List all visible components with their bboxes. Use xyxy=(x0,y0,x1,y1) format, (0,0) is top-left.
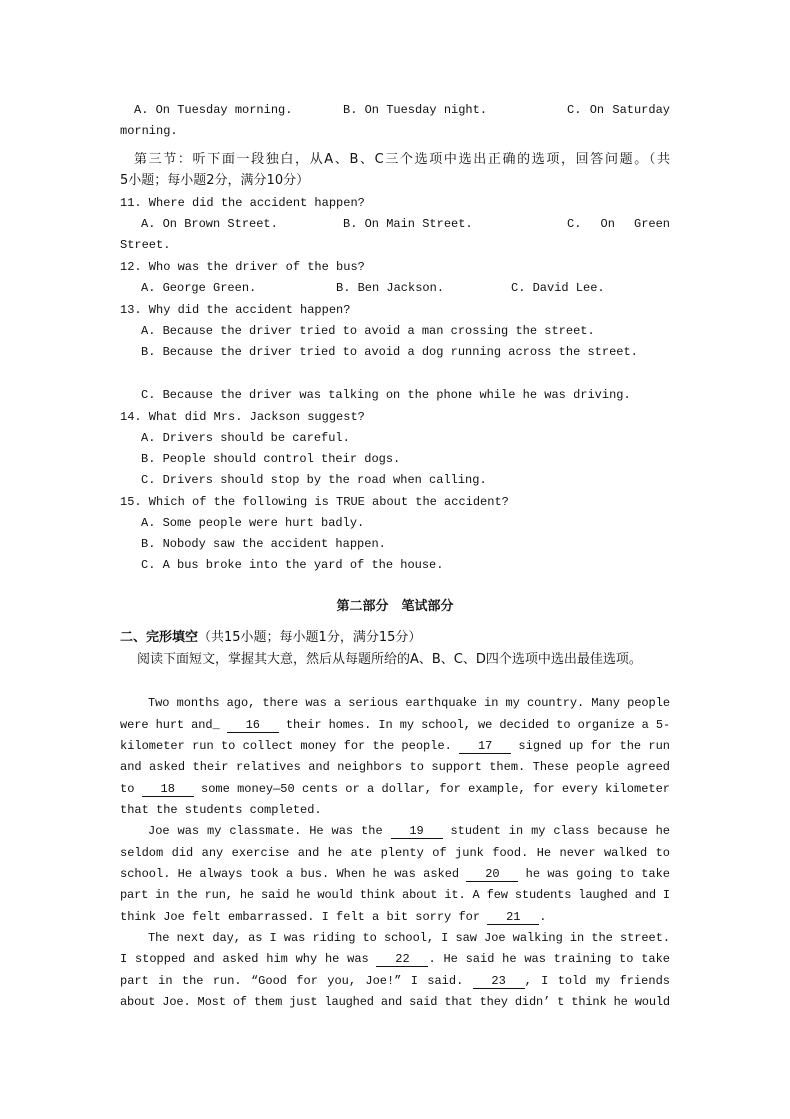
option: B. On Main Street. xyxy=(343,217,473,231)
cloze-blank: 22 xyxy=(376,953,428,967)
passage-text: signed up for the run xyxy=(511,739,670,753)
cloze-heading-bold: 二、完形填空 xyxy=(120,630,199,645)
question: 14. What did Mrs. Jackson suggest? xyxy=(120,410,365,424)
passage-text: some money—50 cents or a dollar, for example, for every kilometer xyxy=(193,782,670,796)
section-heading: 5小题；每小题2分，满分10分） xyxy=(120,173,310,188)
passage-text: I stopped and asked him why he was xyxy=(120,952,377,966)
cloze-blank: 18 xyxy=(142,783,194,797)
option: C. Drivers should stop by the road when calling. xyxy=(141,473,487,487)
option: A. Some people were hurt badly. xyxy=(141,516,365,530)
cloze-blank: 21 xyxy=(487,911,539,925)
option: B. Ben Jackson. xyxy=(336,281,445,295)
passage-line xyxy=(148,823,670,839)
option: C. Because the driver was talking on the phone while he was driving. xyxy=(141,388,631,402)
question: 13. Why did the accident happen? xyxy=(120,303,351,317)
passage-text: seldom did any exercise and he ate plenty of junk food. He never walked to xyxy=(120,846,670,860)
passage-line xyxy=(120,802,322,818)
passage-line xyxy=(120,994,670,1010)
passage-text: think Joe felt embarrassed. I felt a bit sorry for xyxy=(120,910,488,924)
passage-text: The next day, as I was riding to school, I saw Joe walking in the street. xyxy=(148,931,670,945)
passage-text: , I told my friends xyxy=(524,974,670,988)
passage-text: school. He always took a bus. When he was asked xyxy=(120,867,467,881)
passage-text: part in the run, he said he would think about it. A few students laughed and I xyxy=(120,888,670,902)
passage-text: . He said he was training to take xyxy=(428,952,671,966)
passage-line xyxy=(120,759,670,775)
question: 15. Which of the following is TRUE about the accident? xyxy=(120,495,509,509)
passage-text: their homes. In my school, we decided to organize a 5- xyxy=(278,718,671,732)
passage-text: and asked their relatives and neighbors to support them. These people agreed xyxy=(120,760,670,774)
passage-text: were hurt and_ xyxy=(120,718,227,732)
option: A. George Green. xyxy=(141,281,257,295)
passage-line xyxy=(120,738,670,754)
cloze-blank: 19 xyxy=(391,825,443,839)
option: A. Because the driver tried to avoid a man crossing the street. xyxy=(141,324,595,338)
passage-line xyxy=(148,695,670,711)
passage-line xyxy=(148,930,670,946)
passage-text: about Joe. Most of them just laughed and said that they didn’ t think he would xyxy=(120,995,670,1009)
option: C. David Lee. xyxy=(511,281,605,295)
cloze-instruction: 阅读下面短文，掌握其大意，然后从每题所给的A、B、C、D四个选项中选出最佳选项。 xyxy=(137,652,642,667)
cloze-heading-score: （共15小题；每小题1分，满分15分） xyxy=(198,630,422,645)
cloze-blank: 16 xyxy=(227,719,279,733)
option: C. On Saturday xyxy=(567,103,670,117)
option: B. On Tuesday night. xyxy=(343,103,488,117)
cloze-blank: 20 xyxy=(466,868,518,882)
passage-text: to xyxy=(120,782,142,796)
passage-text: he was going to take xyxy=(518,867,671,881)
passage-line xyxy=(120,887,670,903)
passage-line xyxy=(120,951,670,967)
passage-line xyxy=(120,845,670,861)
section-heading: 第三节：听下面一段独白，从A、B、C三个选项中选出正确的选项，回答问题。（共 xyxy=(134,152,672,167)
question: 12. Who was the driver of the bus? xyxy=(120,260,365,274)
part-title: 第二部分 笔试部分 xyxy=(336,599,454,614)
option-wrap: morning. xyxy=(120,124,178,138)
passage-line xyxy=(120,781,670,797)
option: B. People should control their dogs. xyxy=(141,452,401,466)
option: C. A bus broke into the yard of the house. xyxy=(141,558,444,572)
passage-line xyxy=(120,973,670,989)
option: A. On Tuesday morning. xyxy=(134,103,293,117)
passage-text: kilometer run to collect money for the people. xyxy=(120,739,460,753)
cloze-heading xyxy=(120,630,421,646)
question: 11. Where did the accident happen? xyxy=(120,196,365,210)
cloze-blank: 17 xyxy=(459,740,511,754)
passage-line xyxy=(120,909,546,925)
passage-text: . xyxy=(539,910,547,924)
passage-line xyxy=(120,717,670,733)
option: B. Because the driver tried to avoid a dog running across the street. xyxy=(141,345,638,359)
passage-text: that the students completed. xyxy=(120,803,322,817)
passage-text: Two months ago, there was a serious earthquake in my country. Many people xyxy=(148,696,670,710)
option: A. Drivers should be careful. xyxy=(141,431,350,445)
cloze-blank: 23 xyxy=(473,975,525,989)
option: C. On Green xyxy=(567,217,670,231)
passage-text: student in my class because he xyxy=(442,824,670,838)
passage-line xyxy=(120,866,670,882)
option: B. Nobody saw the accident happen. xyxy=(141,537,386,551)
passage-text: Joe was my classmate. He was the xyxy=(148,824,391,838)
passage-text: part in the run. “Good for you, Joe!” I said. xyxy=(120,974,473,988)
option: A. On Brown Street. xyxy=(141,217,278,231)
option-wrap: Street. xyxy=(120,238,171,252)
